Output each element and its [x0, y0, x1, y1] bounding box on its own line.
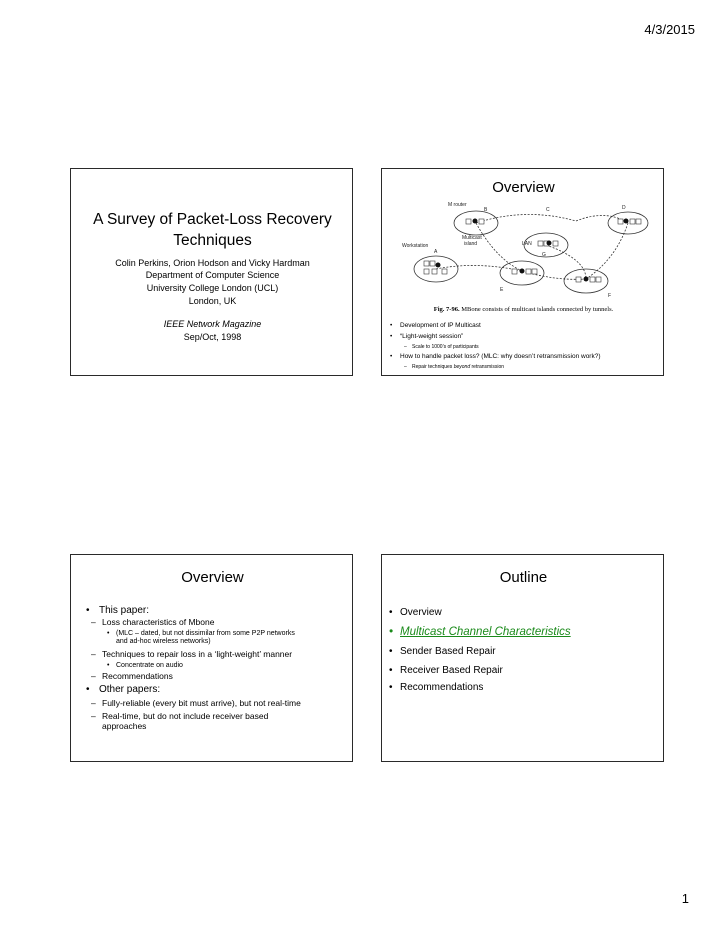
sub-bullet: – Repair techniques beyond retransmission — [404, 364, 505, 370]
router-dot — [547, 241, 552, 246]
fig-label-f: F — [608, 293, 612, 299]
sub-sub-bullet: • Concentrate on audio — [107, 662, 183, 669]
outline-item-overview: • Overview — [389, 607, 442, 618]
sub-bullet-cont: approaches — [102, 721, 147, 731]
bullet: • Other papers: — [86, 684, 161, 695]
paper-title-line1: A Survey of Packet-Loss Recovery — [93, 211, 332, 228]
sub-sub-bullet-cont: and ad-hoc wireless networks) — [116, 638, 211, 645]
mbone-figure — [396, 199, 650, 314]
paper-date: Sep/Oct, 1998 — [183, 332, 242, 342]
tunnel-line — [476, 214, 576, 223]
fig-label-lan: LAN — [522, 241, 532, 247]
slide-title: Overview — [492, 179, 555, 196]
sub-bullet: – Techniques to repair loss in a ‘light-weight’ manner — [91, 649, 293, 659]
fig-label-c: C — [546, 207, 550, 213]
outline-item-receiver-repair: • Receiver Based Repair — [389, 665, 503, 676]
sub-sub-bullet: • (MLC – dated, but not dissimilar from some P2P networks — [107, 630, 295, 637]
fig-label-d: D — [622, 205, 626, 211]
tunnel-line — [586, 223, 628, 279]
fig-label-a: A — [434, 249, 438, 255]
outline-item-recommendations: • Recommendations — [389, 682, 484, 693]
outline-item-sender-repair: • Sender Based Repair — [389, 646, 496, 657]
router-dot — [584, 277, 589, 282]
slide-overview-paper — [70, 554, 353, 762]
paper-title — [71, 209, 354, 251]
slide-title: Overview — [181, 569, 244, 586]
fig-label-g: G — [542, 252, 546, 258]
fig-label-island: island — [464, 241, 478, 247]
bullet: • Development of IP Multicast — [390, 322, 481, 329]
fig-label-workstation: Workstation — [402, 243, 429, 249]
router-dot — [436, 263, 441, 268]
page-number: 1 — [681, 891, 689, 906]
bullet: • How to handle packet loss? (MLC: why doesn’t retransmission work?) — [390, 353, 601, 360]
slide-title: Outline — [499, 569, 548, 586]
paper-city: London, UK — [188, 296, 237, 306]
caption-prefix: Fig. 7-96. — [433, 306, 460, 313]
sub-bullet: – Fully-reliable (every bit must arrive), but not real-time — [91, 698, 301, 708]
sub-bullet: – Loss characteristics of Mbone — [91, 617, 215, 627]
slide-outline — [381, 554, 664, 762]
fig-label-multicast: Multicast — [462, 235, 482, 241]
paper-authors: Colin Perkins, Orion Hodson and Vicky Hardman — [115, 258, 310, 268]
page-date: 4/3/2015 — [644, 22, 695, 37]
sub-bullet: – Scale to 1000’s of participants — [404, 344, 479, 350]
paper-university: University College London (UCL) — [146, 283, 279, 293]
tunnel-line — [436, 265, 522, 271]
sub-bullet: – Real-time, but do not include receiver based — [91, 711, 269, 721]
fig-label-e: E — [500, 287, 504, 293]
paper-venue: IEEE Network Magazine — [163, 319, 262, 329]
bullet: • This paper: — [86, 605, 150, 616]
sub-bullet: – Recommendations — [91, 671, 173, 681]
router-dot — [520, 269, 525, 274]
fig-label-b: B — [484, 207, 488, 213]
tunnel-line — [476, 223, 522, 271]
router-dot — [624, 219, 629, 224]
fig-label-mrouter: M router — [448, 202, 467, 208]
paper-title-line2: Techniques — [173, 232, 252, 249]
figure-caption — [382, 306, 665, 313]
slide-title-card — [70, 168, 353, 376]
paper-department: Department of Computer Science — [145, 270, 280, 280]
caption-text: MBone consists of multicast islands connected by tunnels. — [461, 306, 614, 313]
outline-item-multicast-channel[interactable]: • Multicast Channel Characteristics — [389, 626, 571, 638]
slide-overview-mbone — [381, 168, 664, 376]
bullet: • “Light-weight session” — [390, 333, 464, 340]
router-dot — [473, 219, 478, 224]
